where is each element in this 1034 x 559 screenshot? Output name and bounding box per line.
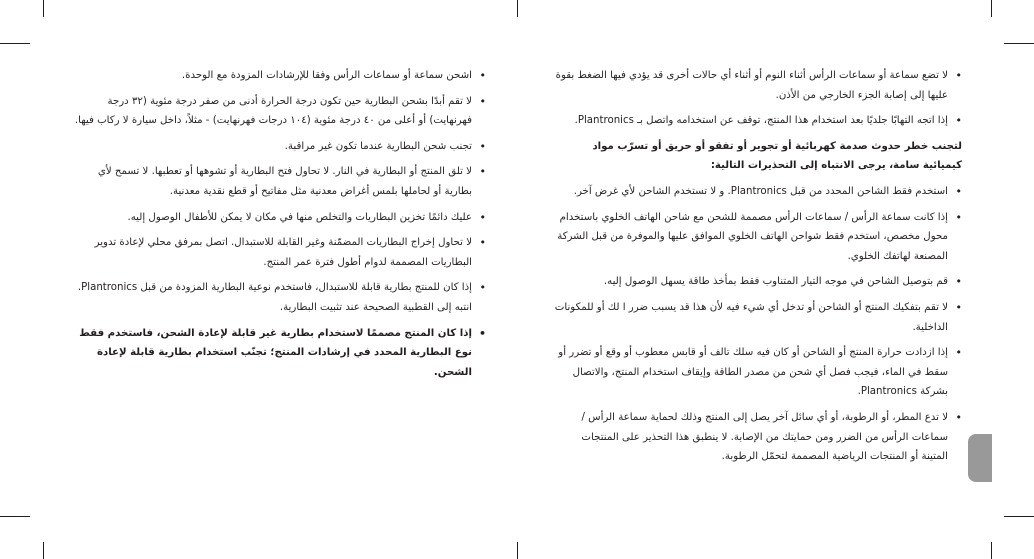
list-item: • إذا اتجه التهابًا جلديًا بعد استخدام هذا المنتج، توقف عن استخدامه واتصل بـ Plantronics. (552, 111, 962, 131)
list-item: • قم بتوصيل الشاحن في موجه التيار المتناوب فقط بمأخذ طاقة يسهل الوصول إليه. (552, 272, 962, 292)
warning-heading: لتجنب خطر حدوث صدمة كهربائية أو تجوير أو تفقو أو حريق أو تسرّب مواد كيميائية سامة، يرجى الانتباه إلى التحذيرات التالية: (592, 140, 962, 172)
list-item: • لا تدع المطر، أو الرطوبة، أو أي سائل آخر يصل إلى المنتج وذلك لحماية سماعة الرأس / سماعات الرأس من الضرر ومن حمايتك من الإصابة. لا ينطبق هذا التحذير على المنتجات المتينة أو المنتجات الرياضية المصممة لتحمّل الرطوبة. (552, 408, 962, 467)
list-item: • إذا كان المنتج مصممًا لاستخدام بطارية غير قابلة لإعادة الشحن، فاستخدم فقط نوع البطارية المحدد في إرشادات المنتج؛ تجنّب استخدام بطارية قابلة لإعادة الشحن. (72, 324, 486, 383)
crop-mark (0, 516, 30, 517)
list-item: • إذا كانت سماعة الرأس / سماعات الرأس مصممة للشحن مع شاحن الهاتف الخلوي باستخدام محول مخصص، استخدم فقط شواحن الهاتف الخلوي الموافق عليها والموفرة من قبل الشركة المصنعة لهاتفك الخلوي. (552, 208, 962, 267)
list-item: • عليك دائمًا تخزين البطاريات والتخلص منها في مكان لا يمكن للأطفال الوصول إليه. (72, 208, 486, 228)
list-item: • تجنب شحن البطارية عندما تكون غير مراقبة. (72, 137, 486, 157)
list-item: • اشحن سماعة أو سماعات الرأس وفقا للإرشادات المزودة مع الوحدة. (72, 66, 486, 86)
right-page-column (552, 66, 962, 473)
crop-mark (43, 542, 44, 559)
crop-mark (1004, 43, 1034, 44)
list-item: • إذا ازدادت حرارة المنتج أو الشاحن أو كان فيه سلك تالف أو قابس معطوب أو وقع أو تضرر أو سقط في الماء، فيجب فصل أي شحن من مصدر الطاقة وإيقاف استخدام المنتج، والاتصال بشركة Plantronics. (552, 343, 962, 402)
list-item: • لا تضع سماعة أو سماعات الرأس أثناء النوم أو أثناء أي حالات أخرى قد يؤدي فيها الضغط بقوة عليها إلى إصابة الجزء الخارجي من الأذن. (552, 66, 962, 105)
list-item: • إذا كان للمنتج بطارية قابلة للاستبدال، فاستخدم نوعية البطارية المزودة من قبل Plantronics. انتبه إلى القطبية الصحيحة عند تثبيت البطارية. (72, 278, 486, 317)
right-page-list (552, 66, 962, 467)
list-item: • لا تقم أبدًا بشحن البطارية حين تكون درجة الحرارة أدنى من صفر درجة مئوية (٣٢ درجة فهرنهايت) أو أعلى من ٤٠ درجة مئوية (١٠٤ درجات فهرنهايت) - مثلاً، داخل سيارة لا ركاب فيها. (72, 92, 486, 131)
crop-mark (0, 43, 30, 44)
list-item: • لا تقم بتفكيك المنتج أو الشاحن أو تدخل أي شيء فيه لأن هذا قد يسبب ضرر ا لك أو للمكونات الداخلية. (552, 298, 962, 337)
crop-mark (517, 0, 518, 17)
list-item: • استخدم فقط الشاحن المحدد من قبل Plantronics. و لا تستخدم الشاحن لأي غرض آخر. (552, 182, 962, 202)
list-item: • لا تلق المنتج أو البطارية في النار. لا تحاول فتح البطارية أو تشوهها أو تعطبها. لا تسمح لأي بطارية أو لحاملها بلمس أغراض معدنية مثل مفاتيح أو قطع نقدية معدنية. (72, 162, 486, 201)
crop-mark (991, 542, 992, 559)
crop-mark (43, 0, 44, 17)
left-page-list (72, 66, 486, 382)
crop-mark (991, 0, 992, 17)
crop-mark (517, 542, 518, 559)
section-tab (968, 434, 992, 482)
left-page-column (72, 66, 486, 388)
crop-mark (1004, 516, 1034, 517)
list-item: • لا تحاول إخراج البطاريات المضمّنة وغير القابلة للاستبدال. اتصل بمرفق محلي لإعادة تدوير البطاريات المصممة لدوام أطول فترة عمر المنتج. (72, 233, 486, 272)
